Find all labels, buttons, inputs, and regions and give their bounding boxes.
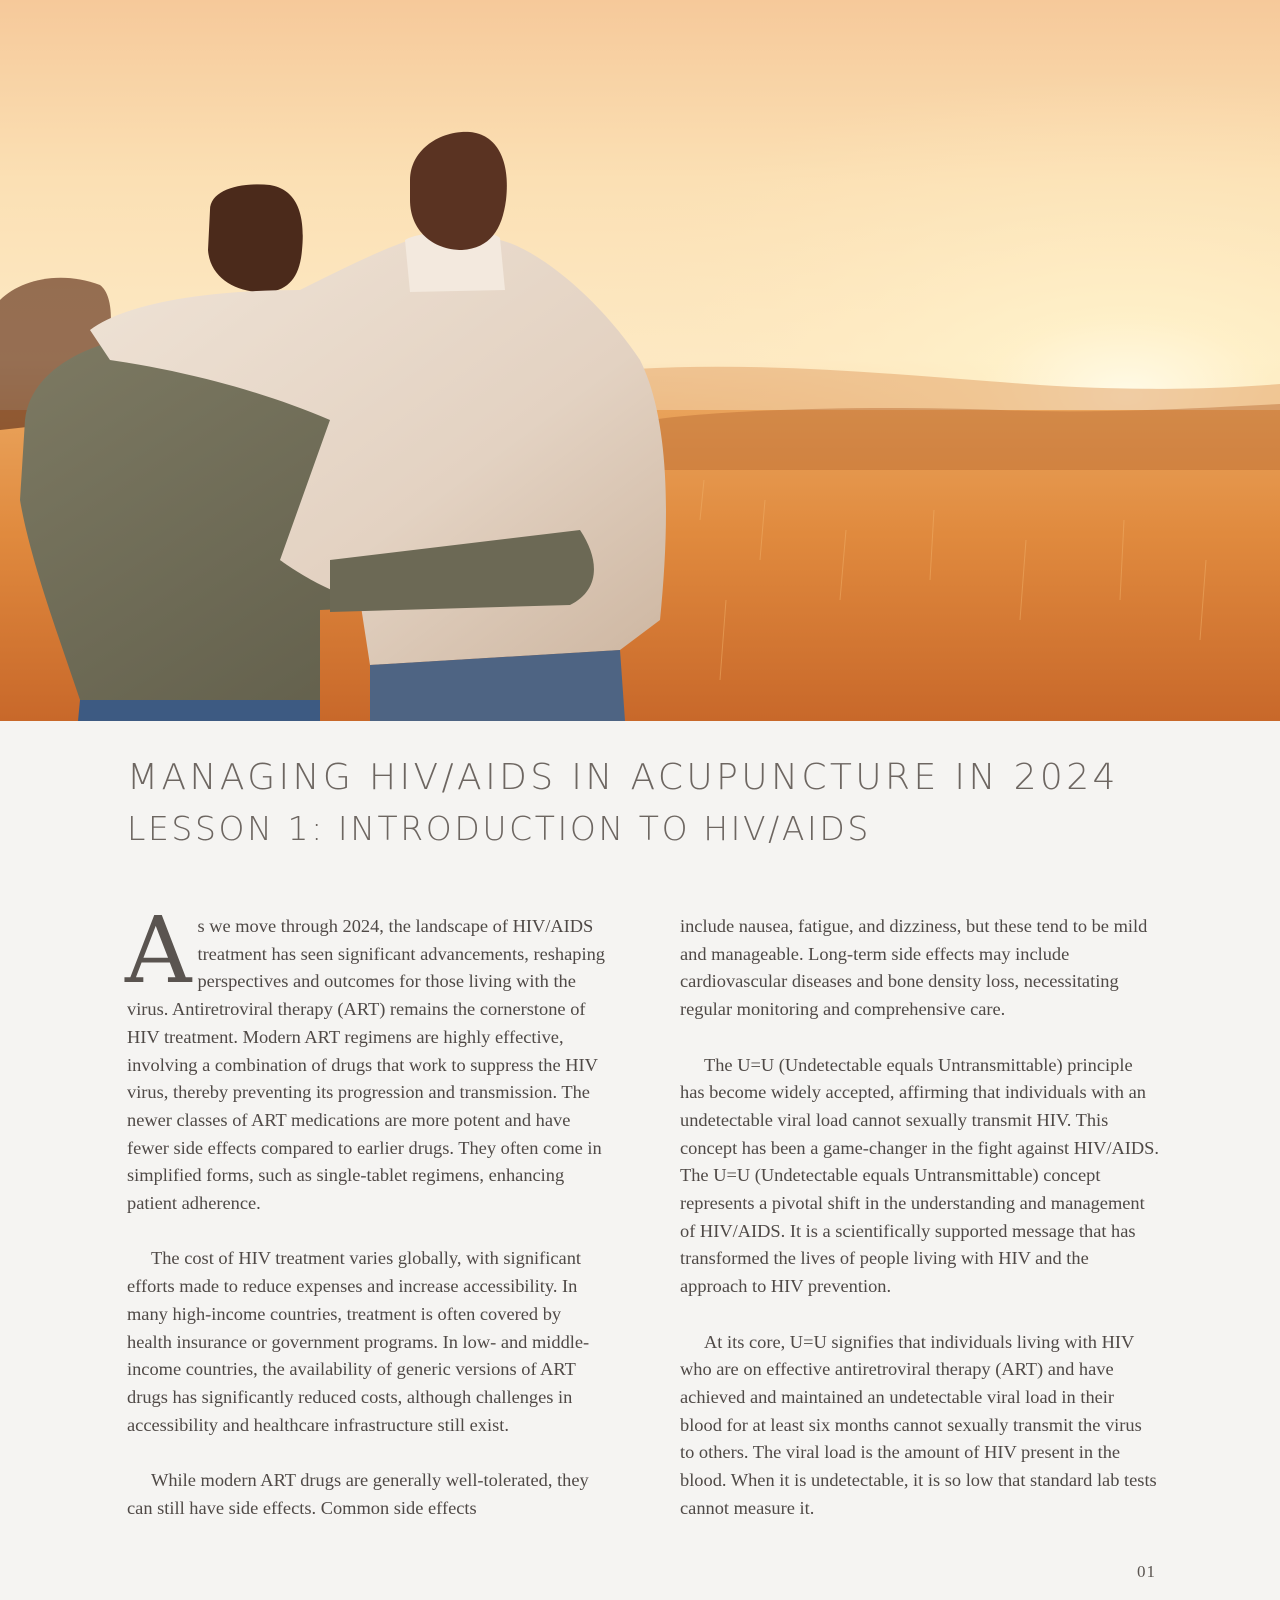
paragraph-2: The cost of HIV treatment varies globally, with significant efforts made to reduce expenses and increase accessibility. In many high-income countries, treatment is often covered by health insurance or government programs. In low- and middle-income countries, the availability of generic versions of ART drugs has significantly reduced costs, although challenges in accessibility and healthcare infrastructure still exist. bbox=[127, 1248, 590, 1435]
title-block bbox=[127, 757, 1167, 848]
paragraph-4: The U=U (Undetectable equals Untransmittable) principle has become widely accepted, affirming that individuals with an undetectable viral load cannot sexually transmit HIV. This concept has been a game-changer in the fight against HIV/AIDS. The U=U (Undetectable equals Untransmittable) concept represents a pivotal shift in the understanding and management of HIV/AIDS. It is a scientifically supported message that has transformed the lives of people living with HIV and the approach to HIV prevention. bbox=[680, 1054, 1160, 1297]
sunset-couple-photo-icon bbox=[0, 0, 1280, 721]
paragraph-1-text: s we move through 2024, the landscape of HIV/AIDS treatment has seen significant advancements, reshaping perspectives and outcomes for those living with the virus. Antiretroviral therapy (ART) remains the cornerstone of HIV treatment. Modern ART regimens are highly effective, involving a combination of drugs that work to suppress the HIV virus, thereby preventing its progression and transmission. The newer classes of ART medications are more potent and have fewer side effects compared to earlier drugs. They often come in simplified forms, such as single-tablet regimens, enhancing patient adherence. bbox=[127, 916, 605, 1214]
dropcap: A bbox=[125, 897, 192, 1004]
right-column bbox=[680, 913, 1160, 1550]
left-column bbox=[125, 897, 607, 1550]
paragraph-1 bbox=[125, 897, 607, 1218]
paragraph-3: While modern ART drugs are generally well-tolerated, they can still have side effects. Common side effects bbox=[127, 1470, 589, 1518]
page-title: MANAGING HIV/AIDS IN ACUPUNCTURE IN 2024 bbox=[127, 757, 1119, 798]
hero-image bbox=[0, 0, 1280, 721]
page-number: 01 bbox=[1137, 1562, 1156, 1581]
lesson-subtitle: LESSON 1: INTRODUCTION TO HIV/AIDS bbox=[127, 809, 871, 848]
paragraph-5: At its core, U=U signifies that individuals living with HIV who are on effective antiretroviral therapy (ART) and have achieved and maintained an undetectable viral load in their blood for at least six months cannot sexually transmit the virus to others. The viral load is the amount of HIV present in the blood. When it is undetectable, it is so low that standard lab tests cannot measure it. bbox=[680, 1331, 1157, 1518]
paragraph-3-continued: include nausea, fatigue, and dizziness, but these tend to be mild and manageable. Long-term side effects may include cardiovascular diseases and bone density loss, necessitating regular monitoring and comprehensive care. bbox=[680, 916, 1148, 1020]
